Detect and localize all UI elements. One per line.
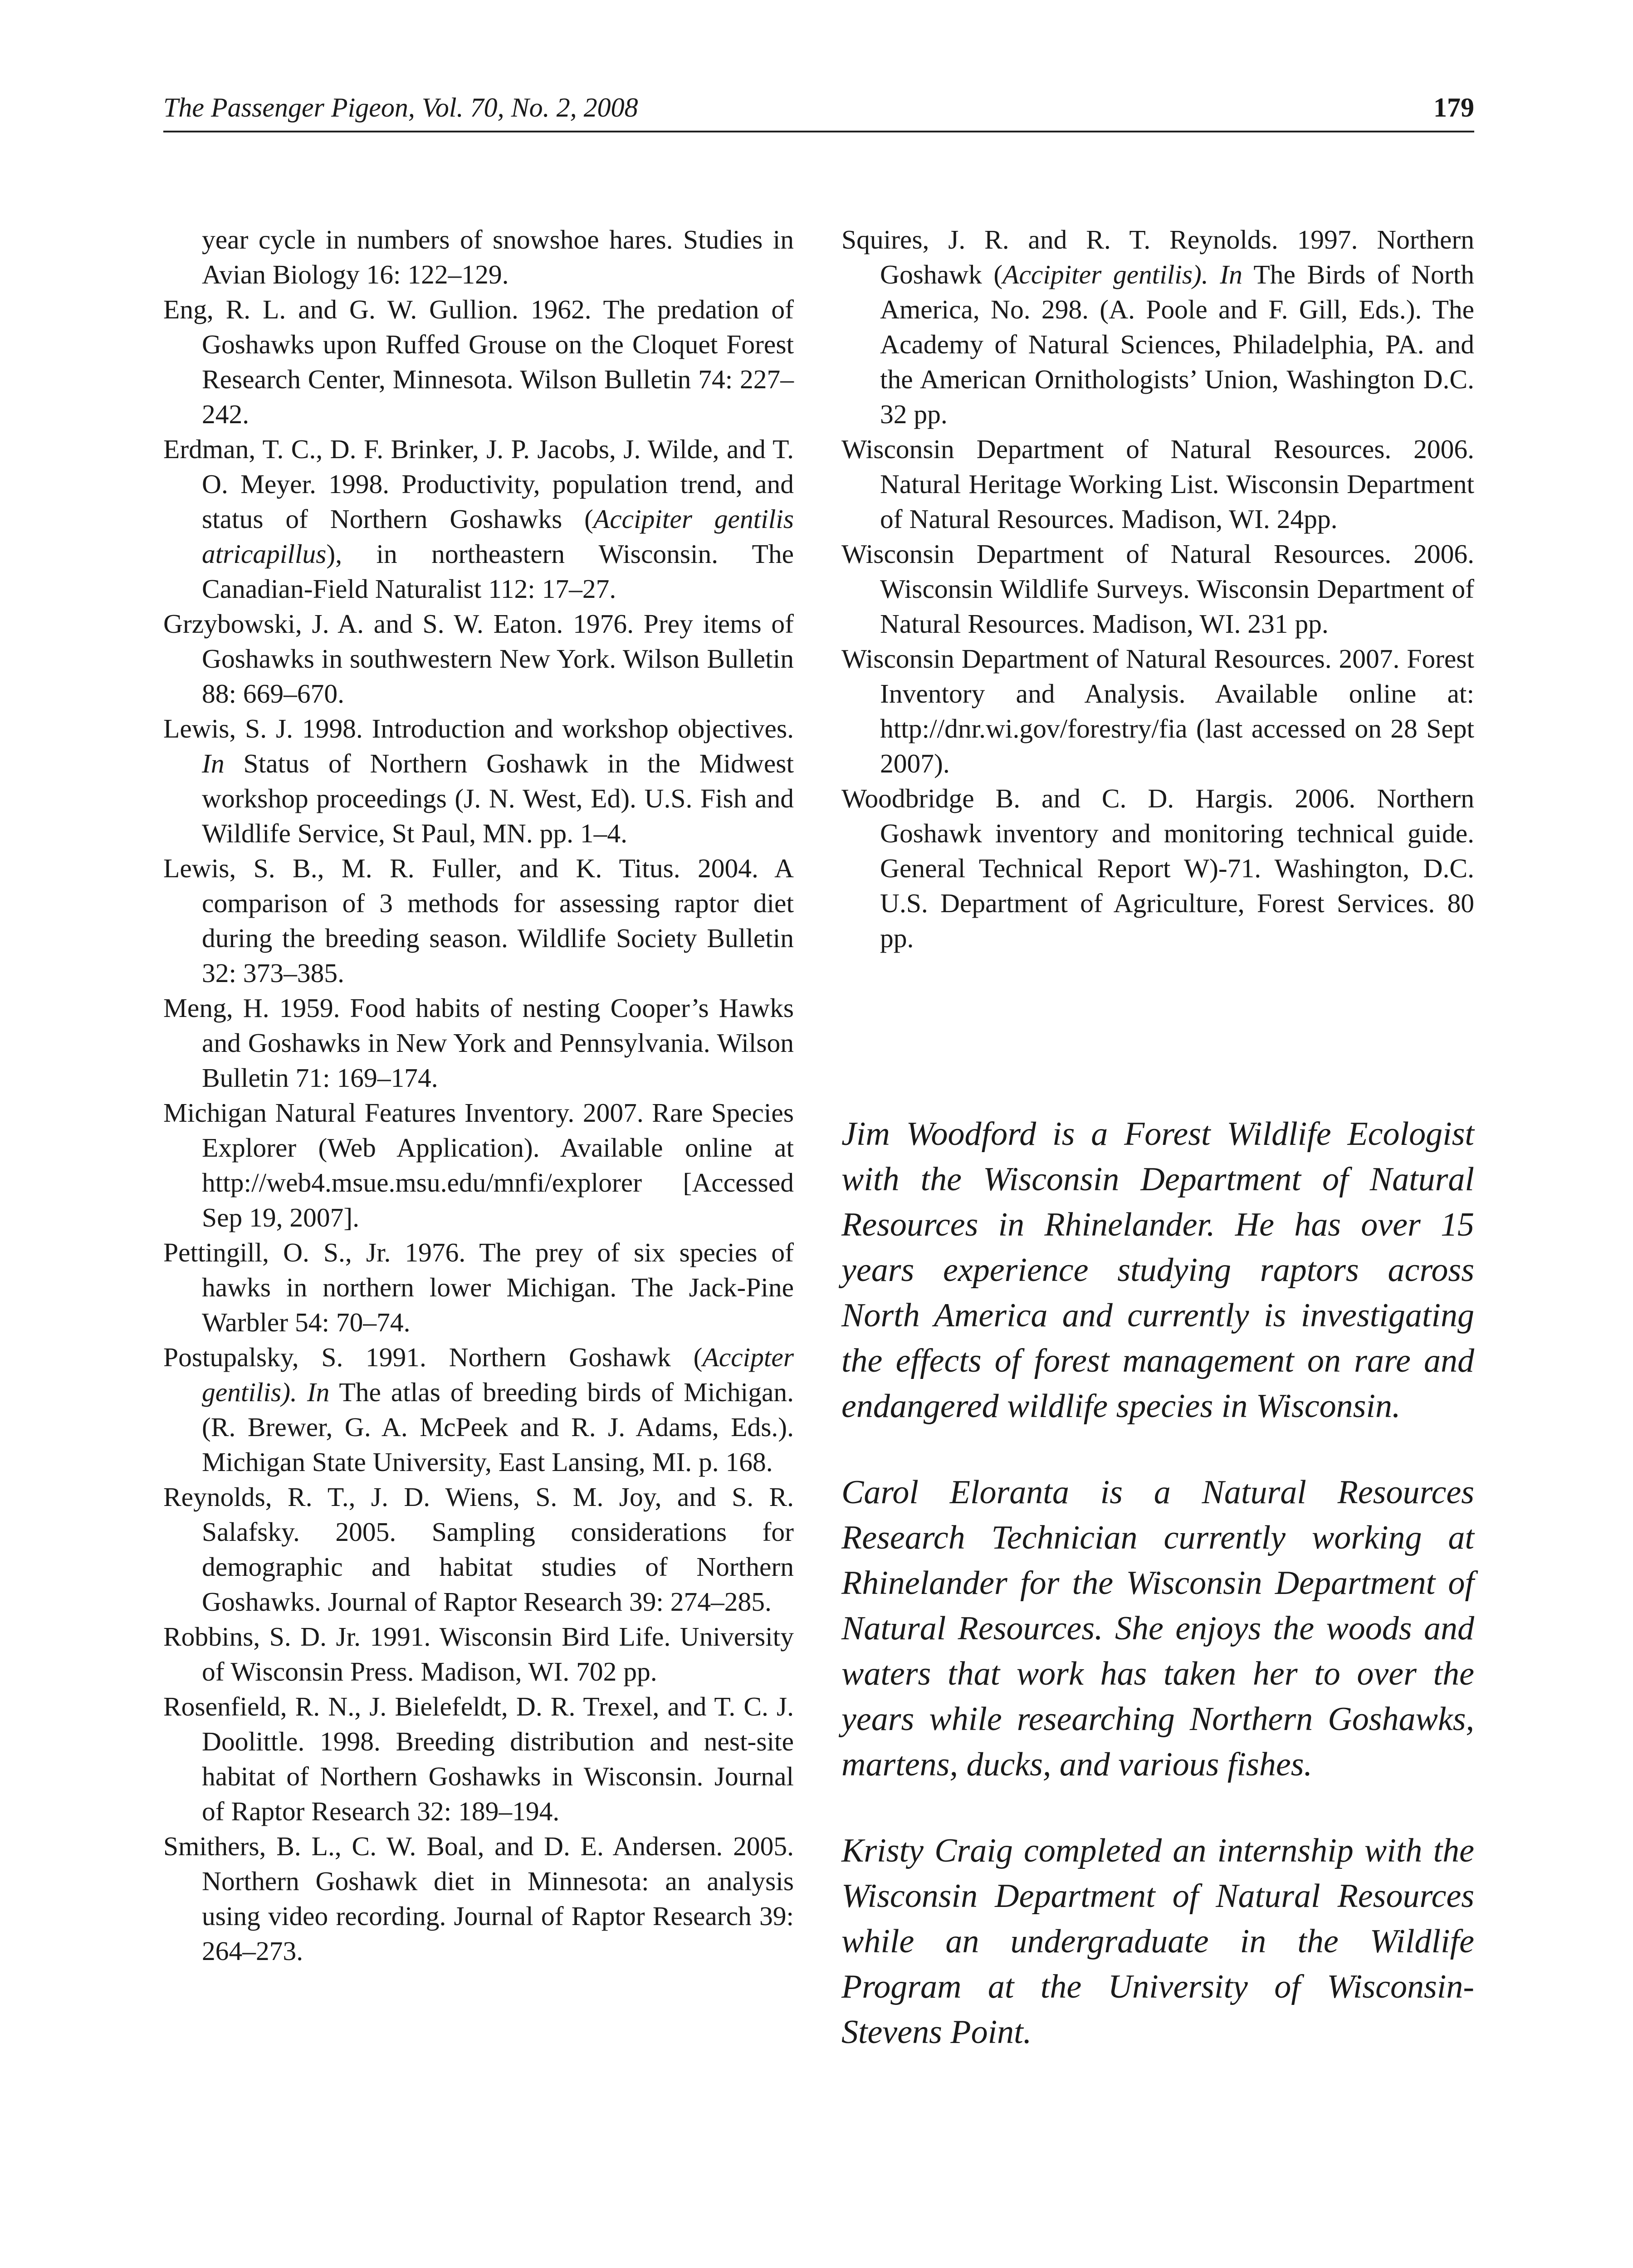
reference-entry: Wisconsin Department of Natural Resources. 2006. Natural Heritage Working List. Wisconsin Department of Natural Resources. Madison, WI. 24pp. (841, 434, 1474, 534)
reference-entry: Woodbridge B. and C. D. Hargis. 2006. Northern Goshawk inventory and monitoring technical guide. General Technical Report W)-71. Washington, D.C. U.S. Department of Agriculture, Forest Services. 80 pp. (841, 783, 1474, 953)
reference-entry: Robbins, S. D. Jr. 1991. Wisconsin Bird Life. University of Wisconsin Press. Madison, WI. 702 pp. (163, 1622, 794, 1686)
reference-entry: Grzybowski, J. A. and S. W. Eaton. 1976. Prey items of Goshawks in southwestern New York. Wilson Bulletin 88: 669–670. (163, 609, 794, 709)
reference-entry: Meng, H. 1959. Food habits of nesting Cooper’s Hawks and Goshawks in New York and Pennsylvania. Wilson Bulletin 71: 169–174. (163, 993, 794, 1093)
reference-entry: Reynolds, R. T., J. D. Wiens, S. M. Joy, and S. R. Salafsky. 2005. Sampling considerations for demographic and habitat studies of Northern Goshawks. Journal of Raptor Research 39: 274–285. (163, 1482, 794, 1617)
header-rule (163, 131, 1474, 132)
reference-entry: Michigan Natural Features Inventory. 2007. Rare Species Explorer (Web Application). Available online at http://web4.msue.msu.edu/mnfi/explorer [Accessed Sep 19, 2007]. (163, 1098, 794, 1232)
author-bios (841, 1111, 1474, 2096)
reference-entry: Pettingill, O. S., Jr. 1976. The prey of six species of hawks in northern lower Michigan. The Jack-Pine Warbler 54: 70–74. (163, 1237, 794, 1337)
reference-entry: Postupalsky, S. 1991. Northern Goshawk (Accipter gentilis). In The atlas of breeding birds of Michigan. (R. Brewer, G. A. McPeek and R. J. Adams, Eds.). Michigan State University, East Lansing, MI. p. 168. (163, 1342, 794, 1477)
references-right-column (841, 222, 1474, 956)
running-header (163, 86, 1474, 127)
reference-entry: Lewis, S. J. 1998. Introduction and workshop objectives. In Status of Northern Goshawk in the Midwest workshop proceedings (J. N. West, Ed). U.S. Fish and Wildlife Service, St Paul, MN. pp. 1–4. (163, 714, 794, 848)
reference-entry: Rosenfield, R. N., J. Bielefeldt, D. R. Trexel, and T. C. J. Doolittle. 1998. Breeding distribution and nest-site habitat of Northern Goshawks in Wisconsin. Journal of Raptor Research 32: 189–194. (163, 1691, 794, 1826)
author-bio-eloranta: Carol Eloranta is a Natural Resources Research Technician currently working at Rhinelander for the Wisconsin Department of Natural Resources. She enjoys the woods and waters that work has taken her to over the years while researching Northern Goshawks, martens, ducks, and various fishes. (841, 1474, 1474, 1783)
page-number: 179 (1433, 93, 1474, 122)
reference-entry: Erdman, T. C., D. F. Brinker, J. P. Jacobs, J. Wilde, and T. O. Meyer. 1998. Productivity, population trend, and status of Northern Goshawks (Accipiter gentilis atricapillus), in northeastern Wisconsin. The Canadian-Field Naturalist 112: 17–27. (163, 434, 794, 604)
reference-entry: Smithers, B. L., C. W. Boal, and D. E. Andersen. 2005. Northern Goshawk diet in Minnesota: an analysis using video recording. Journal of Raptor Research 39: 264–273. (163, 1831, 794, 1966)
reference-entry: Lewis, S. B., M. R. Fuller, and K. Titus. 2004. A comparison of 3 methods for assessing raptor diet during the breeding season. Wildlife Society Bulletin 32: 373–385. (163, 853, 794, 988)
reference-entry: Eng, R. L. and G. W. Gullion. 1962. The predation of Goshawks upon Ruffed Grouse on the Cloquet Forest Research Center, Minnesota. Wilson Bulletin 74: 227–242. (163, 294, 794, 429)
author-bio-craig: Kristy Craig completed an internship with the Wisconsin Department of Natural Resources while an undergraduate in the Wildlife Program at the University of Wisconsin-Stevens Point. (841, 1832, 1474, 2051)
journal-title: The Passenger Pigeon, Vol. 70, No. 2, 2008 (163, 93, 638, 122)
reference-entry: year cycle in numbers of snowshoe hares. Studies in Avian Biology 16: 122–129. (202, 225, 794, 289)
reference-entry: Squires, J. R. and R. T. Reynolds. 1997. Northern Goshawk (Accipiter gentilis). In The Birds of North America, No. 298. (A. Poole and F. Gill, Eds.). The Academy of Natural Sciences, Philadelphia, PA. and the American Ornithologists’ Union, Washington D.C. 32 pp. (841, 225, 1474, 429)
reference-entry: Wisconsin Department of Natural Resources. 2006. Wisconsin Wildlife Surveys. Wisconsin Department of Natural Resources. Madison, WI. 231 pp. (841, 539, 1474, 639)
author-bio-woodford: Jim Woodford is a Forest Wildlife Ecologist with the Wisconsin Department of Natural Resources in Rhinelander. He has over 15 years experience studying raptors across North America and currently is investigating the effects of forest management on rare and endangered wildlife species in Wisconsin. (841, 1115, 1474, 1425)
references-left-column (163, 222, 794, 1969)
reference-entry: Wisconsin Department of Natural Resources. 2007. Forest Inventory and Analysis. Available online at: http://dnr.wi.gov/forestry/fia (last accessed on 28 Sept 2007). (841, 644, 1474, 778)
